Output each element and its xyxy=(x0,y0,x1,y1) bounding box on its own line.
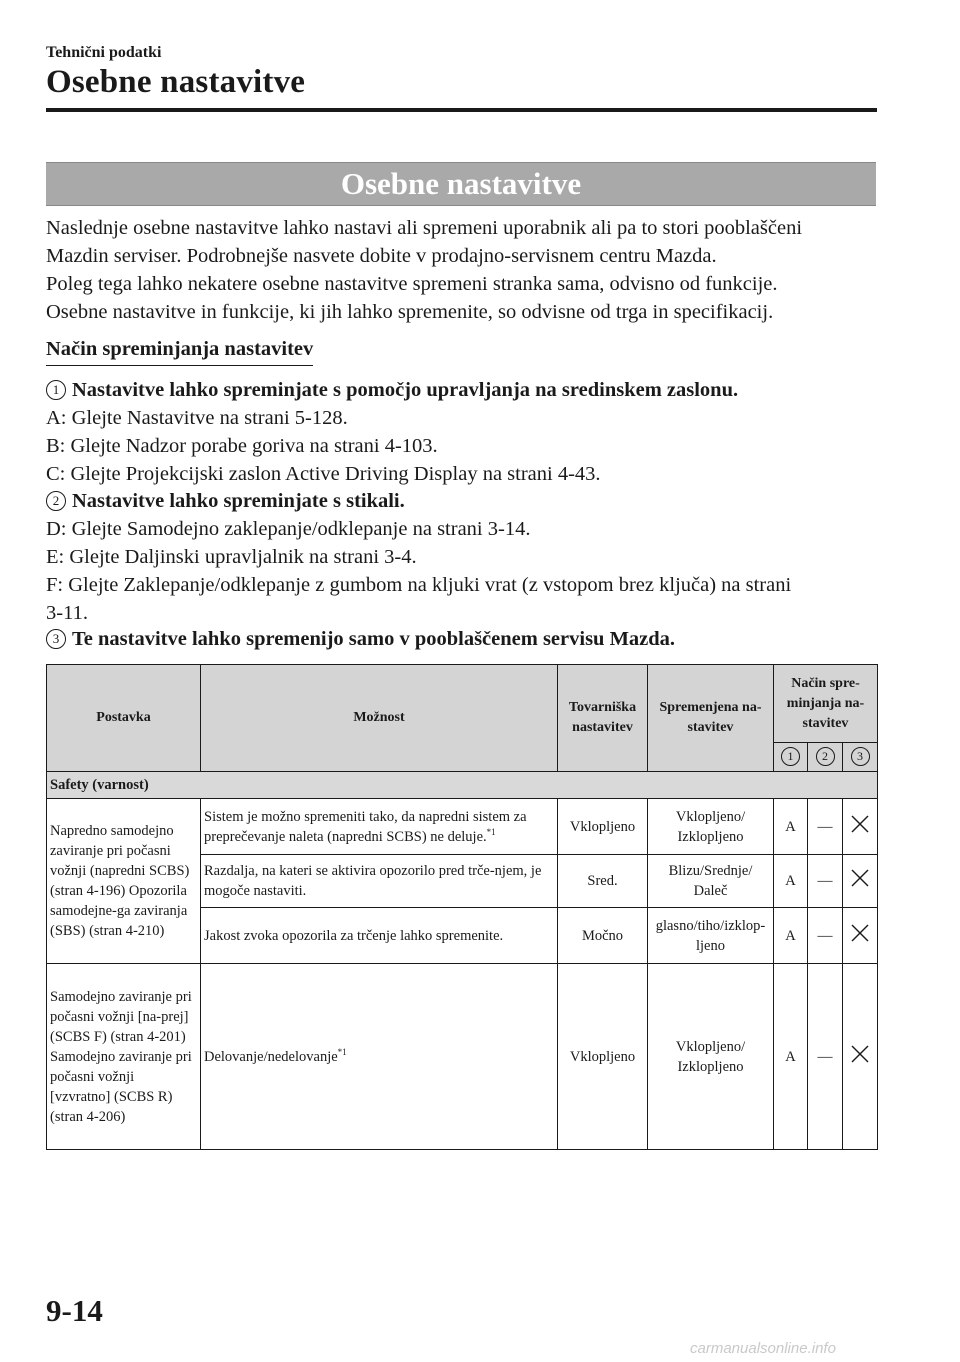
header-item: Postavka xyxy=(47,665,201,772)
method-line: C: Glejte Projekcijski zaslon Active Driving Display na strani 4-43. xyxy=(46,463,601,485)
row-method-1: A xyxy=(774,799,808,855)
row-changed: Vklopljeno/ Izklopljeno xyxy=(648,964,774,1150)
method-line: E: Glejte Daljinski upravljalnik na strani 3-4. xyxy=(46,546,417,568)
row-changed: Vklopljeno/ Izklopljeno xyxy=(648,799,774,855)
row-method-1: A xyxy=(774,855,808,908)
row-item: Napredno samodejno zaviranje pri počasni vožnji (napredni SCBS) (stran 4-196) Opozorila samodejne-ga zaviranja (SBS) (stran 4-210) xyxy=(47,799,201,964)
section-banner: Osebne nastavitve xyxy=(46,162,876,206)
circled-number-icon: 2 xyxy=(816,747,835,766)
row-item: Samodejno zaviranje pri počasni vožnji [na-prej] (SCBS F) (stran 4-201) Samodejno zaviranje pri počasni vožnji [vzvratno] (SCBS R) (stran 4-206) xyxy=(47,964,201,1150)
header-changed: Spremenjena na-stavitev xyxy=(648,665,774,772)
x-mark-icon xyxy=(850,1044,870,1064)
method-line: B: Glejte Nadzor porabe goriva na strani 4-103. xyxy=(46,435,438,457)
row-method-3 xyxy=(843,855,878,908)
method-heading: Način spreminjanja nastavitev xyxy=(46,338,313,366)
header-method: Način spre-minjanja na-stavitev xyxy=(774,665,878,743)
chapter-title: Osebne nastavitve xyxy=(46,64,306,100)
row-method-2: — xyxy=(808,855,843,908)
header-divider xyxy=(46,108,877,112)
circled-number-icon: 2 xyxy=(46,491,66,511)
method-line: D: Glejte Samodejno zaklepanje/odklepanje na strani 3-14. xyxy=(46,518,531,540)
row-factory: Vklopljeno xyxy=(558,799,648,855)
table-section-label: Safety (varnost) xyxy=(47,772,878,799)
row-method-3 xyxy=(843,799,878,855)
settings-table xyxy=(46,664,878,1150)
x-mark-icon xyxy=(850,868,870,888)
row-factory: Močno xyxy=(558,908,648,964)
header-option: Možnost xyxy=(201,665,558,772)
watermark: carmanualsonline.info xyxy=(690,1340,836,1357)
row-method-3 xyxy=(843,964,878,1150)
intro-line: Osebne nastavitve in funkcije, ki jih lahko spremenite, so odvisne od trga in specifikacij. xyxy=(46,301,774,323)
row-changed: Blizu/Srednje/ Daleč xyxy=(648,855,774,908)
header-method-1 xyxy=(774,743,808,772)
row-changed: glasno/tiho/izklop-ljeno xyxy=(648,908,774,964)
section-label: Tehnični podatki xyxy=(46,44,162,61)
row-factory: Vklopljeno xyxy=(558,964,648,1150)
row-method-2: — xyxy=(808,964,843,1150)
method-item-3-title: 3 Te nastavitve lahko spremenijo samo v pooblaščenem servisu Mazda. xyxy=(46,625,675,653)
row-factory: Sred. xyxy=(558,855,648,908)
row-method-1: A xyxy=(774,964,808,1150)
row-option: Delovanje/nedelovanje$^{*1}$ xyxy=(201,964,558,1150)
circled-number-icon: 1 xyxy=(46,380,66,400)
row-option: Razdalja, na kateri se aktivira opozorilo pred trče-njem, je mogoče nastaviti. xyxy=(201,855,558,908)
x-mark-icon xyxy=(850,923,870,943)
intro-line: Naslednje osebne nastavitve lahko nastavi ali spremeni uporabnik ali pa to stori pooblaščeni xyxy=(46,217,803,239)
row-option: Sistem je možno spremeniti tako, da napredni sistem za preprečevanje naleta (napredni SCBS) ne deluje.$^{*1}$ xyxy=(201,799,558,855)
page-number: 9-14 xyxy=(46,1293,103,1328)
header-factory: Tovarniška nastavitev xyxy=(558,665,648,772)
circled-number-icon: 3 xyxy=(851,747,870,766)
row-option: Jakost zvoka opozorila za trčenje lahko spremenite. xyxy=(201,908,558,964)
row-method-3 xyxy=(843,908,878,964)
header-method-3 xyxy=(843,743,878,772)
method-line: A: Glejte Nastavitve na strani 5-128. xyxy=(46,407,348,429)
method-item-2-title: 2 Nastavitve lahko spreminjate s stikali. xyxy=(46,487,405,515)
intro-line: Poleg tega lahko nekatere osebne nastavitve spremeni stranka sama, odvisno od funkcije. xyxy=(46,273,778,295)
intro-line: Mazdin serviser. Podrobnejše nasvete dobite v prodajno-servisnem centru Mazda. xyxy=(46,245,717,267)
row-method-2: — xyxy=(808,799,843,855)
row-method-2: — xyxy=(808,908,843,964)
x-mark-icon xyxy=(850,814,870,834)
table-row xyxy=(47,799,878,855)
table-row xyxy=(47,964,878,1150)
method-item-1-title: 1 Nastavitve lahko spreminjate s pomočjo upravljanja na sredinskem zaslonu. xyxy=(46,376,738,404)
method-line: F: Glejte Zaklepanje/odklepanje z gumbom na kljuki vrat (z vstopom brez ključa) na strani xyxy=(46,574,792,596)
row-method-1: A xyxy=(774,908,808,964)
circled-number-icon: 1 xyxy=(781,747,800,766)
header-method-2 xyxy=(808,743,843,772)
method-line: 3-11. xyxy=(46,602,88,624)
circled-number-icon: 3 xyxy=(46,629,66,649)
